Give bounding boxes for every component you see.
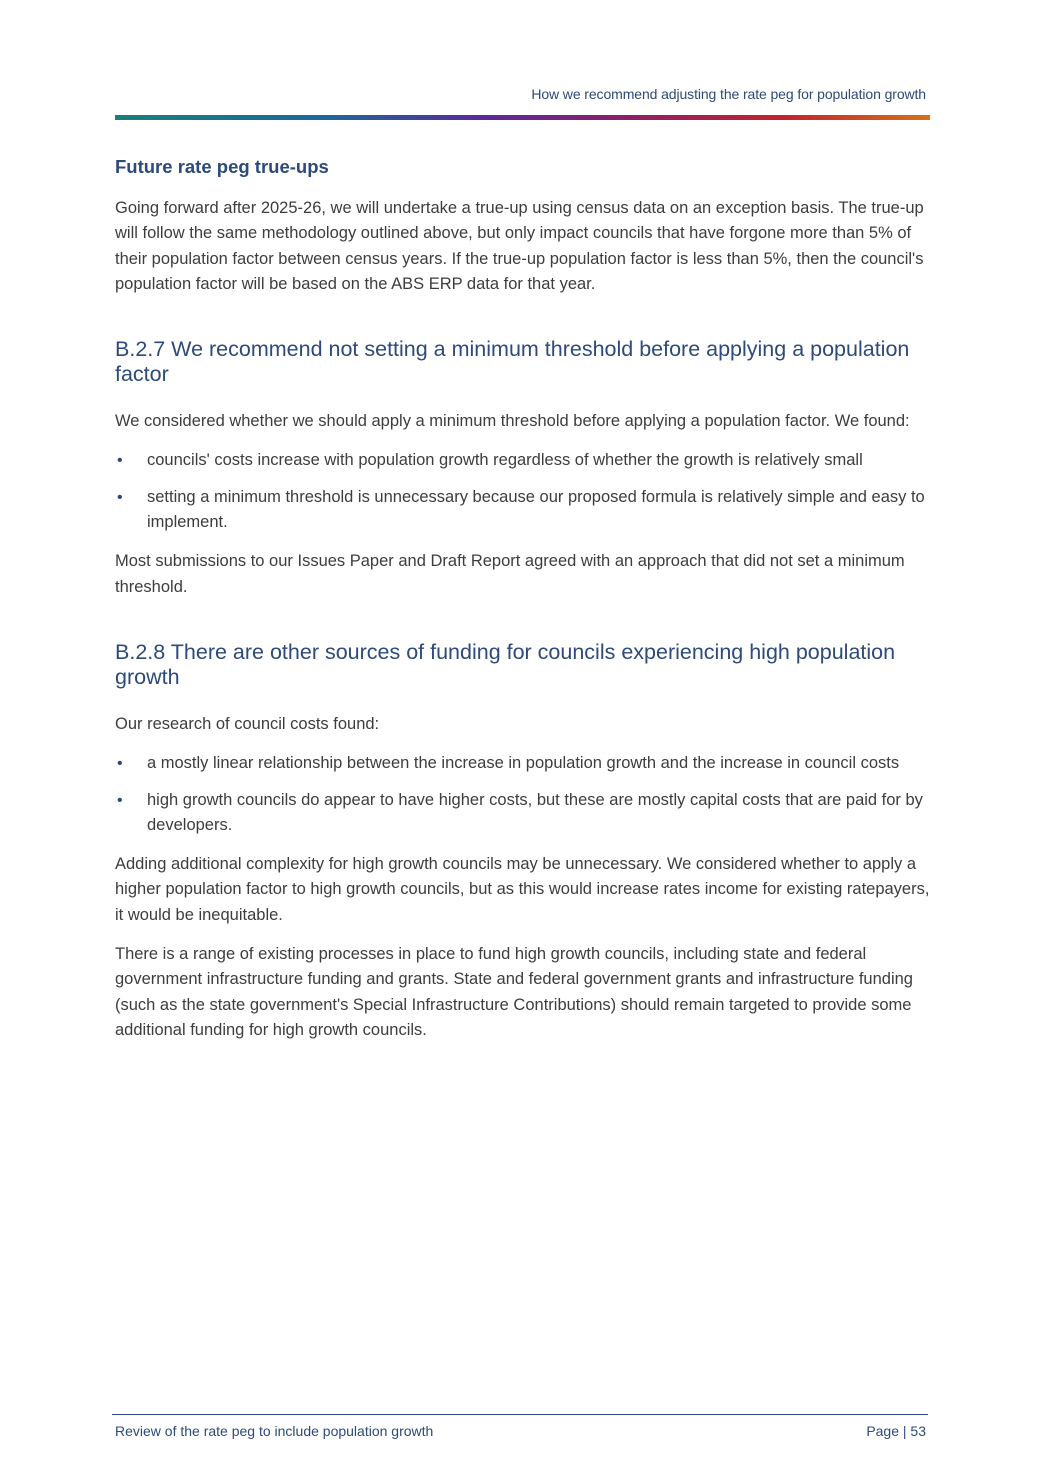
footer-rule	[112, 1414, 928, 1415]
list-item	[115, 788, 930, 839]
paragraph-b28-complexity: Adding additional complexity for high growth councils may be unnecessary. We considered whether to apply a higher population factor to high growth councils, but as this would increase rates income for existing ratepayers, it would be inequitable.	[115, 855, 930, 924]
paragraph-b27-intro: We considered whether we should apply a minimum threshold before applying a population factor. We found:	[115, 412, 910, 431]
page-content	[115, 154, 930, 1057]
paragraph-b27-closing: Most submissions to our Issues Paper and Draft Report agreed with an approach that did not set a minimum threshold.	[115, 552, 905, 596]
subheading-trueups: Future rate peg true-ups	[115, 156, 329, 177]
paragraph-b28-funding: There is a range of existing processes in place to fund high growth councils, including state and federal government infrastructure funding and grants. State and federal government grants and infrastructure funding (such as the state government's Special Infrastructure Contributions) should remain targeted to provide some additional funding for high growth councils.	[115, 945, 913, 1039]
footer-document-title: Review of the rate peg to include population growth	[115, 1423, 434, 1439]
list-item	[115, 485, 930, 536]
bullet-list-b28	[115, 751, 930, 838]
running-header: How we recommend adjusting the rate peg for population growth	[531, 86, 926, 102]
bullet-icon: •	[117, 791, 123, 809]
section-heading-b28: B.2.8 There are other sources of funding for councils experiencing high population growth	[115, 639, 896, 689]
bullet-icon: •	[117, 488, 123, 506]
header-gradient-rule	[115, 115, 930, 120]
list-item-text: councils' costs increase with population growth regardless of whether the growth is relatively small	[147, 451, 863, 470]
paragraph-b28-intro: Our research of council costs found:	[115, 714, 380, 733]
list-item-text: high growth councils do appear to have higher costs, but these are mostly capital costs that are paid for by developers.	[147, 790, 923, 834]
list-item-text: setting a minimum threshold is unnecessary because our proposed formula is relatively simple and easy to implement.	[147, 487, 925, 532]
list-item	[115, 448, 930, 473]
section-heading-b27: B.2.7 We recommend not setting a minimum threshold before applying a population factor	[115, 337, 910, 387]
list-item	[115, 751, 930, 776]
bullet-icon: •	[117, 755, 123, 773]
paragraph-trueups: Going forward after 2025-26, we will undertake a true-up using census data on an exception basis. The true-up will follow the same methodology outlined above, but only impact councils that have forgone more than 5% of their population factor between census years. If the true-up population factor is less than 5%, then the council's population factor will be based on the ABS ERP data for that year.	[115, 199, 924, 293]
footer-page-number: Page | 53	[866, 1423, 926, 1439]
bullet-list-b27	[115, 448, 930, 535]
bullet-icon: •	[117, 452, 123, 470]
list-item-text: a mostly linear relationship between the increase in population growth and the increase in council costs	[147, 754, 900, 773]
